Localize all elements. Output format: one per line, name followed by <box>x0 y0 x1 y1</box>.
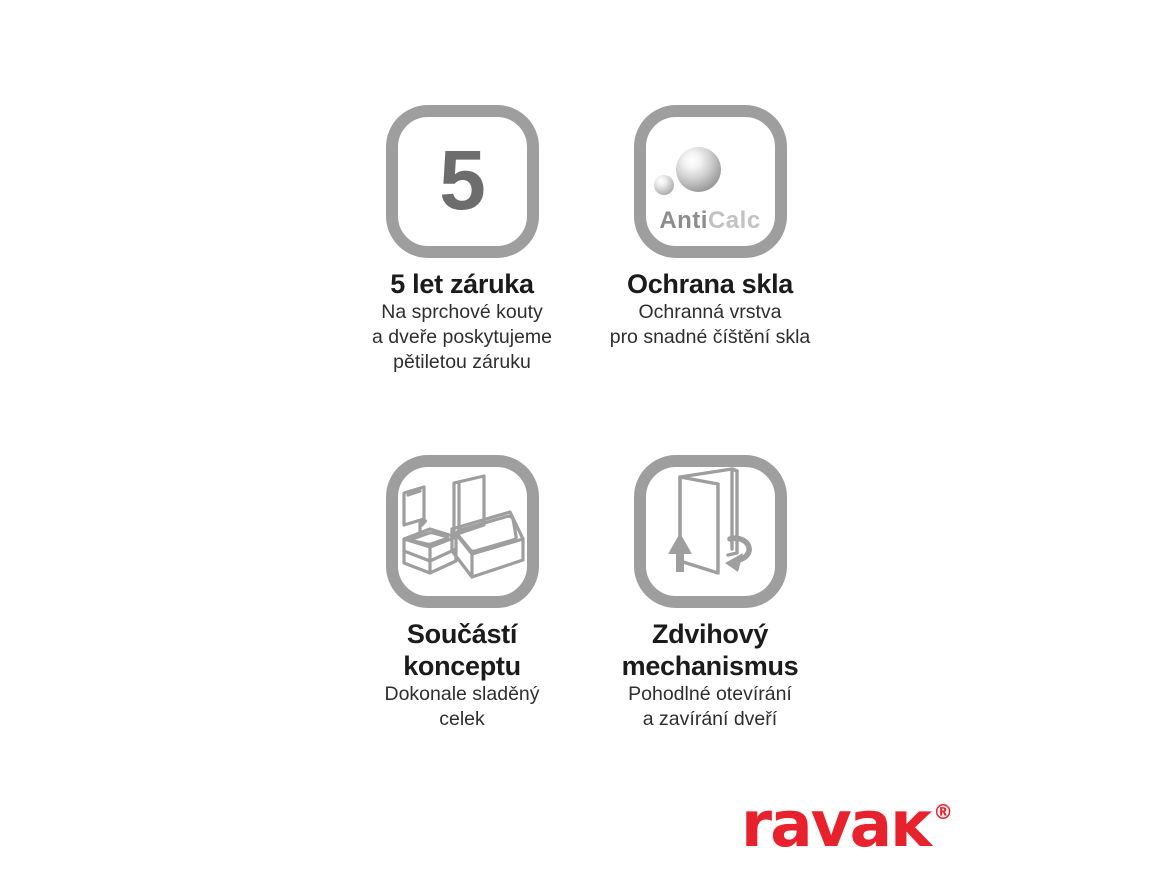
feature-line: celek <box>439 708 485 730</box>
feature-line: Ochranná vrstva <box>638 301 782 323</box>
feature-line: pětiletou záruku <box>393 351 531 373</box>
anticalc-icon <box>634 105 787 258</box>
ravak-logo <box>741 788 954 861</box>
feature-line: a zavírání dveří <box>642 708 778 730</box>
feature-glass-protection <box>570 105 850 350</box>
water-drop-large-icon <box>676 147 721 192</box>
feature-line: Dokonale sladěný <box>384 683 540 705</box>
bathroom-concept-art <box>398 467 527 596</box>
registered-trademark-icon: ® <box>933 800 954 824</box>
feature-title-warranty: 5 let záruka <box>390 269 534 299</box>
feature-line: Pohodlné otevírání <box>628 683 792 705</box>
anticalc-wordmark <box>646 209 775 233</box>
anticalc-text-calc: Calc <box>707 207 761 234</box>
feature-title-concept: Součástí konceptu <box>403 619 521 681</box>
lift-mechanism-art <box>646 467 775 596</box>
feature-title-glass-protection: Ochrana skla <box>627 269 793 299</box>
warranty-number: 5 <box>439 132 485 227</box>
bathroom-concept-icon <box>386 455 539 608</box>
warranty-5-icon <box>386 105 539 258</box>
feature-line: Na sprchové kouty <box>381 301 543 323</box>
feature-title-lift-mechanism: Zdvihový mechanismus <box>621 619 799 681</box>
up-arrow-icon <box>668 533 692 572</box>
lift-mechanism-icon <box>634 455 787 608</box>
feature-line: a dveře poskytujeme <box>372 326 552 348</box>
ravak-wordmark: ravaĸ <box>741 788 931 861</box>
feature-line: pro snadné číštění skla <box>609 326 811 348</box>
feature-concept <box>322 455 602 732</box>
feature-warranty <box>322 105 602 375</box>
feature-lift-mechanism <box>570 455 850 732</box>
water-drop-small-icon <box>654 175 674 195</box>
anticalc-text-anti: Anti <box>659 207 708 234</box>
